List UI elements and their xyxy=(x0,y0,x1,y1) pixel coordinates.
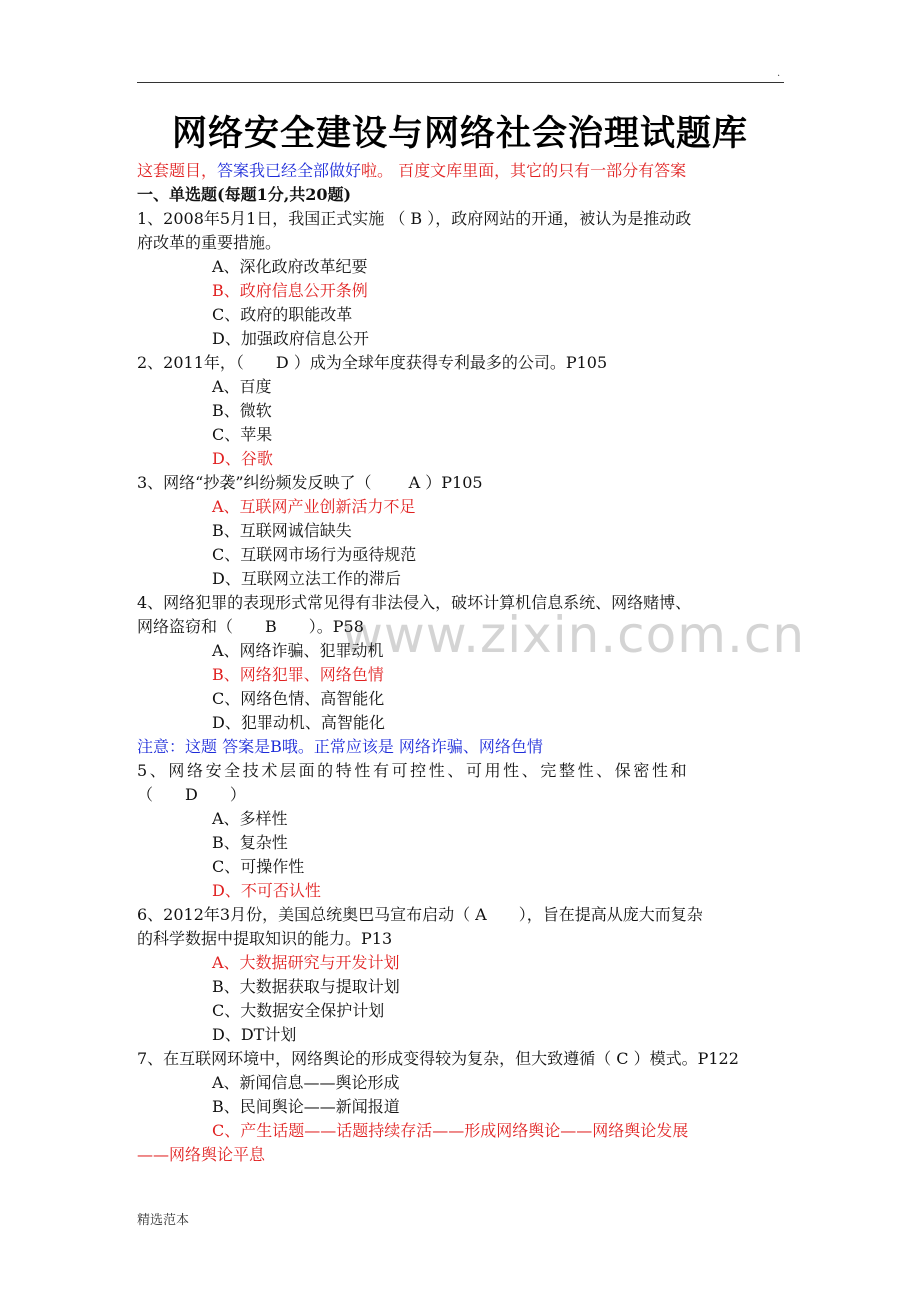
intro-note-part2: 答案我已经全部做好 xyxy=(217,161,362,180)
question-2-option-b: B、微软 xyxy=(212,401,272,420)
question-5-option-a: A、多样性 xyxy=(212,809,288,828)
header-rule xyxy=(137,82,784,83)
question-1-line2: 府改革的重要措施。 xyxy=(137,233,282,252)
question-1-line1: 1、2008年5月1日，我国正式实施 （ B ），政府网站的开通，被认为是推动政 xyxy=(137,209,692,228)
watermark: www.zixin.com.cn xyxy=(342,606,806,664)
question-4-option-a: A、网络诈骗、犯罪动机 xyxy=(212,641,384,660)
page-title: 网络安全建设与网络社会治理试题库 xyxy=(171,113,748,154)
question-3-line1: 3、网络“抄袭”纠纷频发反映了（ A ）P105 xyxy=(137,473,483,492)
question-5-option-b: B、复杂性 xyxy=(212,833,288,852)
question-1-option-a: A、深化政府改革纪要 xyxy=(212,257,368,276)
question-7-option-c-line2: ——网络舆论平息 xyxy=(137,1145,266,1164)
question-7-option-c-line1: C、产生话题——话题持续存活——形成网络舆论——网络舆论发展 xyxy=(212,1121,689,1140)
question-6-option-b: B、大数据获取与提取计划 xyxy=(212,977,400,996)
question-1-option-c: C、政府的职能改革 xyxy=(212,305,353,324)
question-5-option-d: D、不可否认性 xyxy=(212,881,321,900)
question-6-line1: 6、2012年3月份，美国总统奥巴马宣布启动（ A ），旨在提高从庞大而复杂 xyxy=(137,905,703,924)
question-6-line2: 的科学数据中提取知识的能力。P13 xyxy=(137,929,393,948)
question-3-option-b: B、互联网诚信缺失 xyxy=(212,521,352,540)
question-1-option-d: D、加强政府信息公开 xyxy=(212,329,369,348)
question-4-option-d: D、犯罪动机、高智能化 xyxy=(212,713,385,732)
question-1-option-b: B、政府信息公开条例 xyxy=(212,281,368,300)
question-4-option-b: B、网络犯罪、网络色情 xyxy=(212,665,384,684)
question-2-option-a: A、百度 xyxy=(212,377,272,396)
question-7-line1: 7、在互联网环境中，网络舆论的形成变得较为复杂，但大致遵循（ C ）模式。P122 xyxy=(137,1049,739,1068)
question-6-option-d: D、DT计划 xyxy=(212,1025,297,1044)
question-3-option-a: A、互联网产业创新活力不足 xyxy=(212,497,416,516)
question-4-option-c: C、网络色情、高智能化 xyxy=(212,689,385,708)
section-heading: 一、单选题(每题1分,共20题) xyxy=(137,185,352,204)
question-2-option-d: D、谷歌 xyxy=(212,449,273,468)
question-4-line2: 网络盗窃和（ B ）。P58 xyxy=(137,617,364,636)
question-3-option-d: D、互联网立法工作的滞后 xyxy=(212,569,401,588)
question-3-option-c: C、互联网市场行为亟待规范 xyxy=(212,545,417,564)
question-4-line1: 4、网络犯罪的表现形式常见得有非法侵入，破坏计算机信息系统、网络赌博、 xyxy=(137,593,692,612)
question-6-option-a: A、大数据研究与开发计划 xyxy=(212,953,400,972)
question-2-option-c: C、苹果 xyxy=(212,425,273,444)
question-2-line1: 2、2011年，（ D ）成为全球年度获得专利最多的公司。P105 xyxy=(137,353,608,372)
question-7-option-a: A、新闻信息——舆论形成 xyxy=(212,1073,400,1092)
intro-note xyxy=(137,159,797,183)
corner-mark: . xyxy=(777,68,781,79)
question-6-option-c: C、大数据安全保护计划 xyxy=(212,1001,385,1020)
footer-label: 精选范本 xyxy=(137,1213,190,1228)
question-4-note: 注意：这题 答案是B哦。正常应该是 网络诈骗、网络色情 xyxy=(137,737,543,756)
question-7-option-b: B、民间舆论——新闻报道 xyxy=(212,1097,400,1116)
intro-note-part1: 这套题目， xyxy=(137,161,218,180)
question-5-option-c: C、可操作性 xyxy=(212,857,305,876)
question-5-line1: 5、网络安全技术层面的特性有可控性、可用性、完整性、保密性和 xyxy=(137,761,690,780)
intro-note-part3: 啦。 百度文库里面，其它的只有一部分有答案 xyxy=(361,161,687,180)
question-5-line2: （ D ） xyxy=(137,785,246,804)
document-body xyxy=(137,159,797,1167)
